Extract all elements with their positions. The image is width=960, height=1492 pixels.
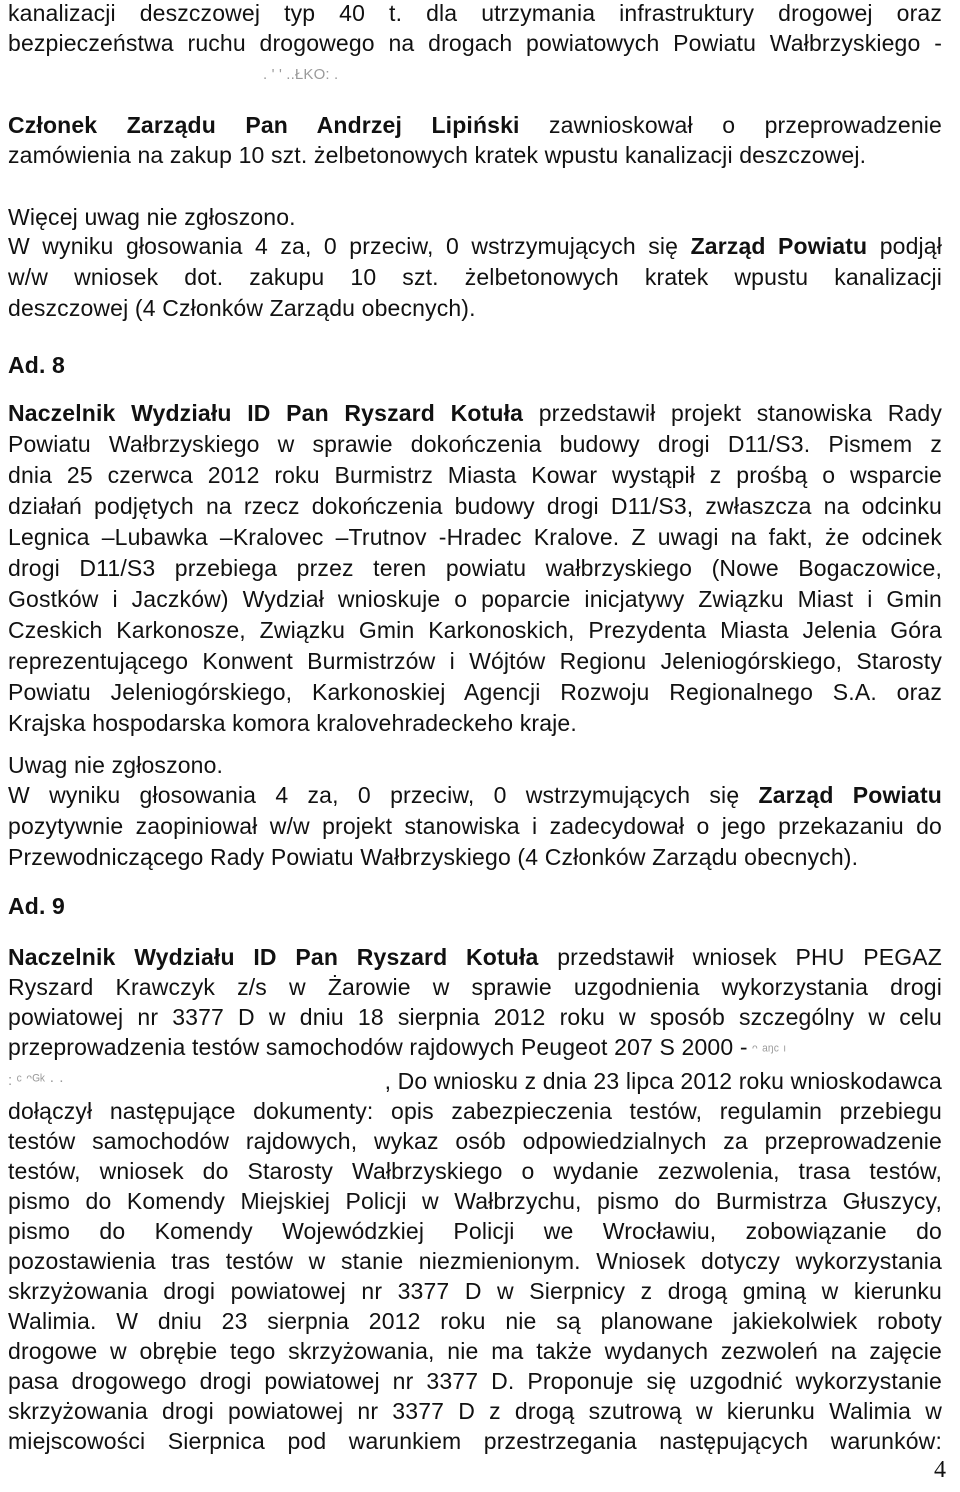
text-line: deszczowej (4 Członków Zarządu obecnych). — [8, 295, 476, 321]
text-line: skrzyżowania drogi powiatowej nr 3377 D z drogą szutrową w kierunku Walimia w — [8, 1398, 942, 1424]
text-line: zamówienia na zakup 10 szt. żelbetonowych kratek wpustu kanalizacji deszczowej. — [8, 142, 867, 168]
text-line: Więcej uwag nie zgłoszono. — [8, 204, 296, 230]
text-line: Czeskich Karkonosze, Związku Gmin Karkonoskich, Prezydenta Miasta Jelenia Góra — [8, 617, 942, 643]
speaker-name: Członek Zarządu Pan Andrzej Lipiński — [8, 112, 520, 138]
text-line: testów, wniosek do Starosty Wałbrzyskiego o wydanie zezwolenia, trasa testów, — [8, 1158, 942, 1184]
text-span: przedstawił projekt stanowiska Rady — [523, 400, 942, 426]
text-line: Walimia. W dniu 23 sierpnia 2012 roku nie są planowane jakiekolwiek roboty — [8, 1308, 942, 1334]
text-line — [8, 112, 942, 138]
text-line: dnia 25 czerwca 2012 roku Burmistrz Miasta Kowar wystąpił z prośbą o wsparcie — [8, 462, 942, 488]
text-line: Uwag nie zgłoszono. — [8, 752, 224, 778]
text-line — [8, 1034, 942, 1064]
text-line: w/w wniosek dot. zakupu 10 szt. żelbetonowych kratek wpustu kanalizacji — [8, 264, 942, 290]
text-line: dołączył następujące dokumenty: opis zabezpieczenia testów, regulamin przebiegu — [8, 1098, 942, 1124]
kotula-paragraph-1 — [8, 400, 942, 736]
section-heading-ad8: Ad. 8 — [8, 352, 65, 378]
page-number: 4 — [934, 1457, 946, 1483]
speaker-name: Naczelnik Wydziału ID Pan Ryszard Kotuła — [8, 944, 539, 970]
text-line — [8, 400, 942, 426]
text-line: Gostków i Jaczków) Wydział wnioskuje o poparcie inicjatywy Związku Miast i Gmin — [8, 586, 942, 612]
text-line: Powiatu Jeleniogórskiego, Karkonoskiej Agencji Rozwoju Regionalnego S.A. oraz — [8, 679, 942, 705]
kotula-paragraph-2 — [8, 944, 942, 1454]
text-line: Powiatu Wałbrzyskiego w sprawie dokończenia budowy drogi D11/S3. Pismem z — [8, 431, 942, 457]
lipinski-paragraph — [8, 112, 942, 168]
text-span: podjął — [867, 233, 942, 259]
text-line: pozytywnie zaopiniował w/w projekt stanowiska i zadecydował o jego przekazaniu do — [8, 813, 942, 839]
text-line: powiatowej nr 3377 D w dniu 18 sierpnia 2012 roku w sposób szczególny w celu — [8, 1004, 942, 1030]
text-line: Przewodniczącego Rady Powiatu Wałbrzyskiego (4 Członków Zarządu obecnych). — [8, 844, 859, 870]
text-line — [8, 944, 942, 970]
text-line: Legnica –Lubawka –Kralovec –Trutnov -Hradec Kralove. Z uwagi na fakt, że odcinek — [8, 524, 942, 550]
text-line: miejscowości Sierpnica pod warunkiem przestrzegania następujących warunków: — [8, 1428, 942, 1454]
text-line — [8, 782, 942, 808]
text-line: pasa drogowego drogi powiatowej nr 3377 D. Proponuje się uzgodnić wykorzystanie — [8, 1368, 942, 1394]
text-line: testów samochodów rajdowych, wykaz osób odpowiedzialnych za przeprowadzenie — [8, 1128, 942, 1154]
text-line — [8, 233, 942, 259]
vote-paragraph-2 — [8, 752, 942, 870]
text-line: pozostawienia tras testów w stanie niezmienionym. Wniosek dotyczy wykorzystania — [8, 1248, 942, 1274]
text-line: reprezentującego Konwent Burmistrzów i Wójtów Regionu Jeleniogórskiego, Starosty — [8, 648, 942, 674]
board-name: Zarząd Powiatu — [758, 782, 942, 808]
text-line: drogowe w obrębie tego skrzyżowania, nie ma także wydanych zezwoleń na zajęcie — [8, 1338, 942, 1364]
faint-text: ᵔ ᵃᵑᶜ ᶦ — [747, 1042, 787, 1059]
text-span: przeprowadzenia testów samochodów rajdowych Peugeot 207 S 2000 - — [8, 1034, 748, 1060]
text-span: , Do wniosku z dnia 23 lipca 2012 roku wnioskodawca — [384, 1068, 942, 1094]
faint-line — [8, 58, 942, 83]
text-line: pismo do Komendy Miejskiej Policji w Wałbrzychu, pismo do Burmistrza Głuszycy, — [8, 1188, 942, 1214]
faint-text: : ᶜ ᵔᴳᵏ · · — [8, 1072, 64, 1089]
section-heading-ad9: Ad. 9 — [8, 893, 65, 919]
text-line — [8, 1068, 942, 1094]
intro-paragraph — [8, 0, 942, 83]
text-line: kanalizacji deszczowej typ 40 t. dla utrzymania infrastruktury drogowej oraz — [8, 0, 942, 26]
speaker-name: Naczelnik Wydziału ID Pan Ryszard Kotuła — [8, 400, 524, 426]
vote-paragraph-1 — [8, 204, 942, 321]
text-line: pismo do Komendy Wojewódzkiej Policji we Wrocławiu, zobowiązanie do — [8, 1218, 942, 1244]
text-span: zawnioskował o przeprowadzenie — [519, 112, 943, 138]
text-line: bezpieczeństwa ruchu drogowego na drogach powiatowych Powiatu Wałbrzyskiego - — [8, 30, 942, 56]
text-line: Ryszard Krawczyk z/s w Żarowie w sprawie uzgodnienia wykorzystania drogi — [8, 974, 942, 1000]
text-line: działań podjętych na rzecz dokończenia budowy drogi D11/S3, zwłaszcza na odcinku — [8, 493, 942, 519]
board-name: Zarząd Powiatu — [690, 233, 868, 259]
text-span: W wyniku głosowania 4 za, 0 przeciw, 0 wstrzymujących się — [8, 782, 759, 808]
text-span: W wyniku głosowania 4 za, 0 przeciw, 0 wstrzymujących się — [8, 233, 691, 259]
text-line: Krajska hospodarska komora kralovehradeckeho kraje. — [8, 710, 577, 736]
text-line: skrzyżowania drogi powiatowej nr 3377 D w Sierpnicy z drogą gminą w kierunku — [8, 1278, 942, 1304]
faint-text: . ' ' ..ŁKO: . — [263, 66, 339, 83]
text-line: drogi D11/S3 przebiega przez teren powiatu wałbrzyskiego (Nowe Bogaczowice, — [8, 555, 942, 581]
text-span: przedstawił wniosek PHU PEGAZ — [538, 944, 942, 970]
